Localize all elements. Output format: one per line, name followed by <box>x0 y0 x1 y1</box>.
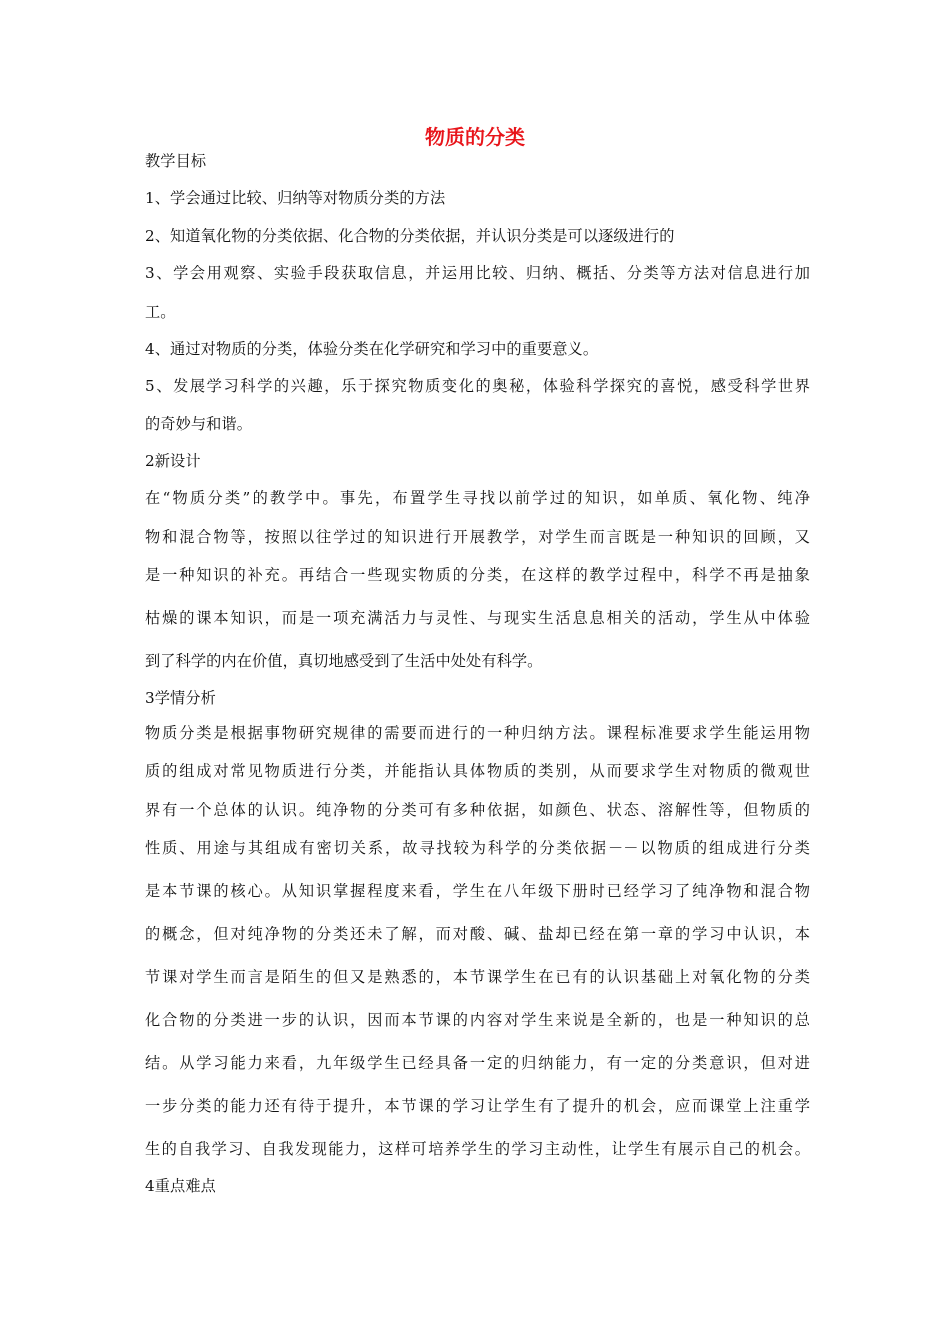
analysis-line: 物质分类是根据事物研究规律的需要而进行的一种归纳方法。课程标准要求学生能运用物 <box>145 724 810 742</box>
goal-5-cont: 的奇妙与和谐。 <box>145 415 253 433</box>
goal-1: 1、学会通过比较、归纳等对物质分类的方法 <box>145 189 446 207</box>
document-title: 物质的分类 <box>425 125 525 149</box>
analysis-line: 化合物的分类进一步的认识，因而本节课的内容对学生来说是全新的，也是一种知识的总 <box>145 1011 810 1029</box>
analysis-line: 生的自我学习、自我发现能力，这样可培养学生的学习主动性，让学生有展示自己的机会。 <box>145 1140 810 1158</box>
design-line: 到了科学的内在价值，真切地感受到了生活中处处有科学。 <box>145 652 543 670</box>
analysis-line: 节课对学生而言是陌生的但又是熟悉的，本节课学生在已有的认识基础上对氧化物的分类 <box>145 968 810 986</box>
analysis-line: 是本节课的核心。从知识掌握程度来看，学生在八年级下册时已经学习了纯净物和混合物 <box>145 882 810 900</box>
goal-4: 4、通过对物质的分类，体验分类在化学研究和学习中的重要意义。 <box>145 340 599 358</box>
heading-key-points: 4重点难点 <box>145 1177 216 1195</box>
design-line: 枯燥的课本知识，而是一项充满活力与灵性、与现实生活息息相关的活动，学生从中体验 <box>145 609 810 627</box>
heading-new-design: 2新设计 <box>145 452 201 470</box>
heading-learner-analysis: 3学情分析 <box>145 689 216 707</box>
goal-5: 5、发展学习科学的兴趣，乐于探究物质变化的奥秘，体验科学探究的喜悦，感受科学世界 <box>145 377 810 395</box>
analysis-line: 质的组成对常见物质进行分类，并能指认具体物质的类别，从而要求学生对物质的微观世 <box>145 762 810 780</box>
goal-3-cont: 工。 <box>145 303 176 321</box>
analysis-line: 界有一个总体的认识。纯净物的分类可有多种依据，如颜色、状态、溶解性等，但物质的 <box>145 801 810 819</box>
goal-2: 2、知道氧化物的分类依据、化合物的分类依据，并认识分类是可以逐级进行的 <box>145 227 675 245</box>
analysis-line: 的概念，但对纯净物的分类还未了解，而对酸、碱、盐却已经在第一章的学习中认识，本 <box>145 925 810 943</box>
goal-3: 3、学会用观察、实验手段获取信息，并运用比较、归纳、概括、分类等方法对信息进行加 <box>145 264 810 282</box>
design-line: 在“物质分类”的教学中。事先，布置学生寻找以前学过的知识，如单质、氧化物、纯净 <box>145 489 810 507</box>
analysis-line: 结。从学习能力来看，九年级学生已经具备一定的归纳能力，有一定的分类意识，但对进 <box>145 1054 810 1072</box>
heading-teaching-goals: 教学目标 <box>145 152 207 170</box>
design-line: 物和混合物等，按照以往学过的知识进行开展教学，对学生而言既是一种知识的回顾，又 <box>145 528 810 546</box>
analysis-line: 性质、用途与其组成有密切关系，故寻找较为科学的分类依据－－以物质的组成进行分类 <box>145 839 810 857</box>
design-line: 是一种知识的补充。再结合一些现实物质的分类，在这样的教学过程中，科学不再是抽象 <box>145 566 810 584</box>
analysis-line: 一步分类的能力还有待于提升，本节课的学习让学生有了提升的机会，应而课堂上注重学 <box>145 1097 810 1115</box>
